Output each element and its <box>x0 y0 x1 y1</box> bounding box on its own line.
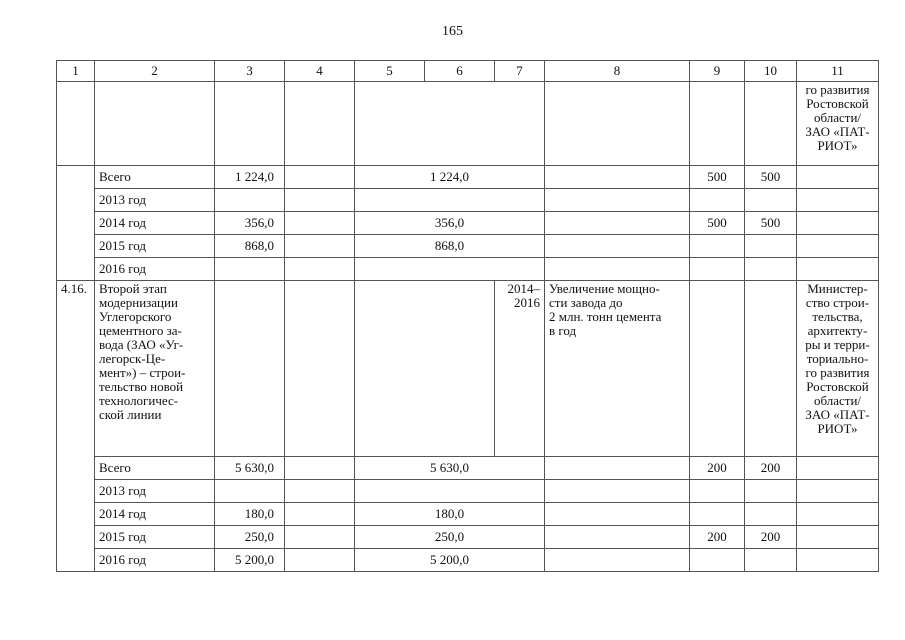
cell-value: 180,0 <box>355 503 545 526</box>
cell-col9: 500 <box>690 166 745 189</box>
cell-value: 5 200,0 <box>355 549 545 572</box>
header-cell: 3 <box>215 61 285 82</box>
row-label: 2013 год <box>95 189 215 212</box>
cell-total: 250,0 <box>215 526 285 549</box>
header-row <box>57 61 879 82</box>
row-label: 2014 год <box>95 503 215 526</box>
header-cell: 11 <box>797 61 879 82</box>
header-cell: 7 <box>495 61 545 82</box>
cell-value: 250,0 <box>355 526 545 549</box>
row-label: 2016 год <box>95 258 215 281</box>
header-cell: 10 <box>745 61 797 82</box>
row-label: 2015 год <box>95 526 215 549</box>
cell-value <box>355 258 545 281</box>
cell-total: 5 630,0 <box>215 457 285 480</box>
row-label: 2015 год <box>95 235 215 258</box>
cell-col9 <box>690 480 745 503</box>
table-row <box>57 457 879 480</box>
cell-total: 1 224,0 <box>215 166 285 189</box>
cell-col10 <box>745 503 797 526</box>
cell-col10: 500 <box>745 212 797 235</box>
continuation-row <box>57 82 879 166</box>
item-row <box>57 281 879 457</box>
page-number: 165 <box>442 24 463 39</box>
header-cell: 9 <box>690 61 745 82</box>
row-label: Всего <box>95 166 215 189</box>
cell-col9 <box>690 258 745 281</box>
cell-total: 356,0 <box>215 212 285 235</box>
cell-total: 868,0 <box>215 235 285 258</box>
cell-col9: 200 <box>690 457 745 480</box>
cell-col10 <box>745 235 797 258</box>
table-row <box>57 526 879 549</box>
table-row <box>57 549 879 572</box>
cell-total: 180,0 <box>215 503 285 526</box>
header-cell: 5 <box>355 61 425 82</box>
table-row <box>57 166 879 189</box>
table-row <box>57 235 879 258</box>
cell-col9: 500 <box>690 212 745 235</box>
cell-col10 <box>745 189 797 212</box>
table-row <box>57 189 879 212</box>
row-label: 2014 год <box>95 212 215 235</box>
table-row <box>57 480 879 503</box>
executor-continuation: го развития Ростовской области/ ЗАО «ПАТ- РИОТ» <box>797 82 879 166</box>
cell-value: 1 224,0 <box>355 166 545 189</box>
item-executor: Министер- ство строи- тельства, архитекту- ры и терри- ториально- го развития Ростовской области/ ЗАО «ПАТ- РИОТ» <box>797 281 879 457</box>
cell-col10: 200 <box>745 526 797 549</box>
cell-total <box>215 480 285 503</box>
cell-col10: 500 <box>745 166 797 189</box>
header-cell: 1 <box>57 61 95 82</box>
cell-col10 <box>745 549 797 572</box>
cell-col10 <box>745 480 797 503</box>
row-label: 2013 год <box>95 480 215 503</box>
program-table <box>56 60 879 572</box>
cell-col9: 200 <box>690 526 745 549</box>
cell-col9 <box>690 503 745 526</box>
item-period: 2014– 2016 <box>495 281 545 457</box>
row-label: Всего <box>95 457 215 480</box>
cell-value: 356,0 <box>355 212 545 235</box>
cell-col9 <box>690 235 745 258</box>
table-row <box>57 212 879 235</box>
table-row <box>57 258 879 281</box>
cell-col9 <box>690 549 745 572</box>
cell-value: 5 630,0 <box>355 457 545 480</box>
cell-col10 <box>745 258 797 281</box>
cell-value <box>355 480 545 503</box>
cell-col9 <box>690 189 745 212</box>
table-row <box>57 503 879 526</box>
cell-total <box>215 189 285 212</box>
cell-total: 5 200,0 <box>215 549 285 572</box>
item-title: Второй этап модернизации Углегорского цементного за- вода (ЗАО «Уг- легорск-Це- мент») – строи- тельство новой технологичес- ской линии <box>95 281 215 457</box>
row-label: 2016 год <box>95 549 215 572</box>
header-cell: 2 <box>95 61 215 82</box>
header-cell: 4 <box>285 61 355 82</box>
item-result: Увеличение мощно- сти завода до 2 млн. тонн цемента в год <box>545 281 690 457</box>
cell-total <box>215 258 285 281</box>
cell-value: 868,0 <box>355 235 545 258</box>
header-cell: 6 <box>425 61 495 82</box>
item-number: 4.16. <box>57 281 95 572</box>
cell-col10: 200 <box>745 457 797 480</box>
cell-value <box>355 189 545 212</box>
header-cell: 8 <box>545 61 690 82</box>
